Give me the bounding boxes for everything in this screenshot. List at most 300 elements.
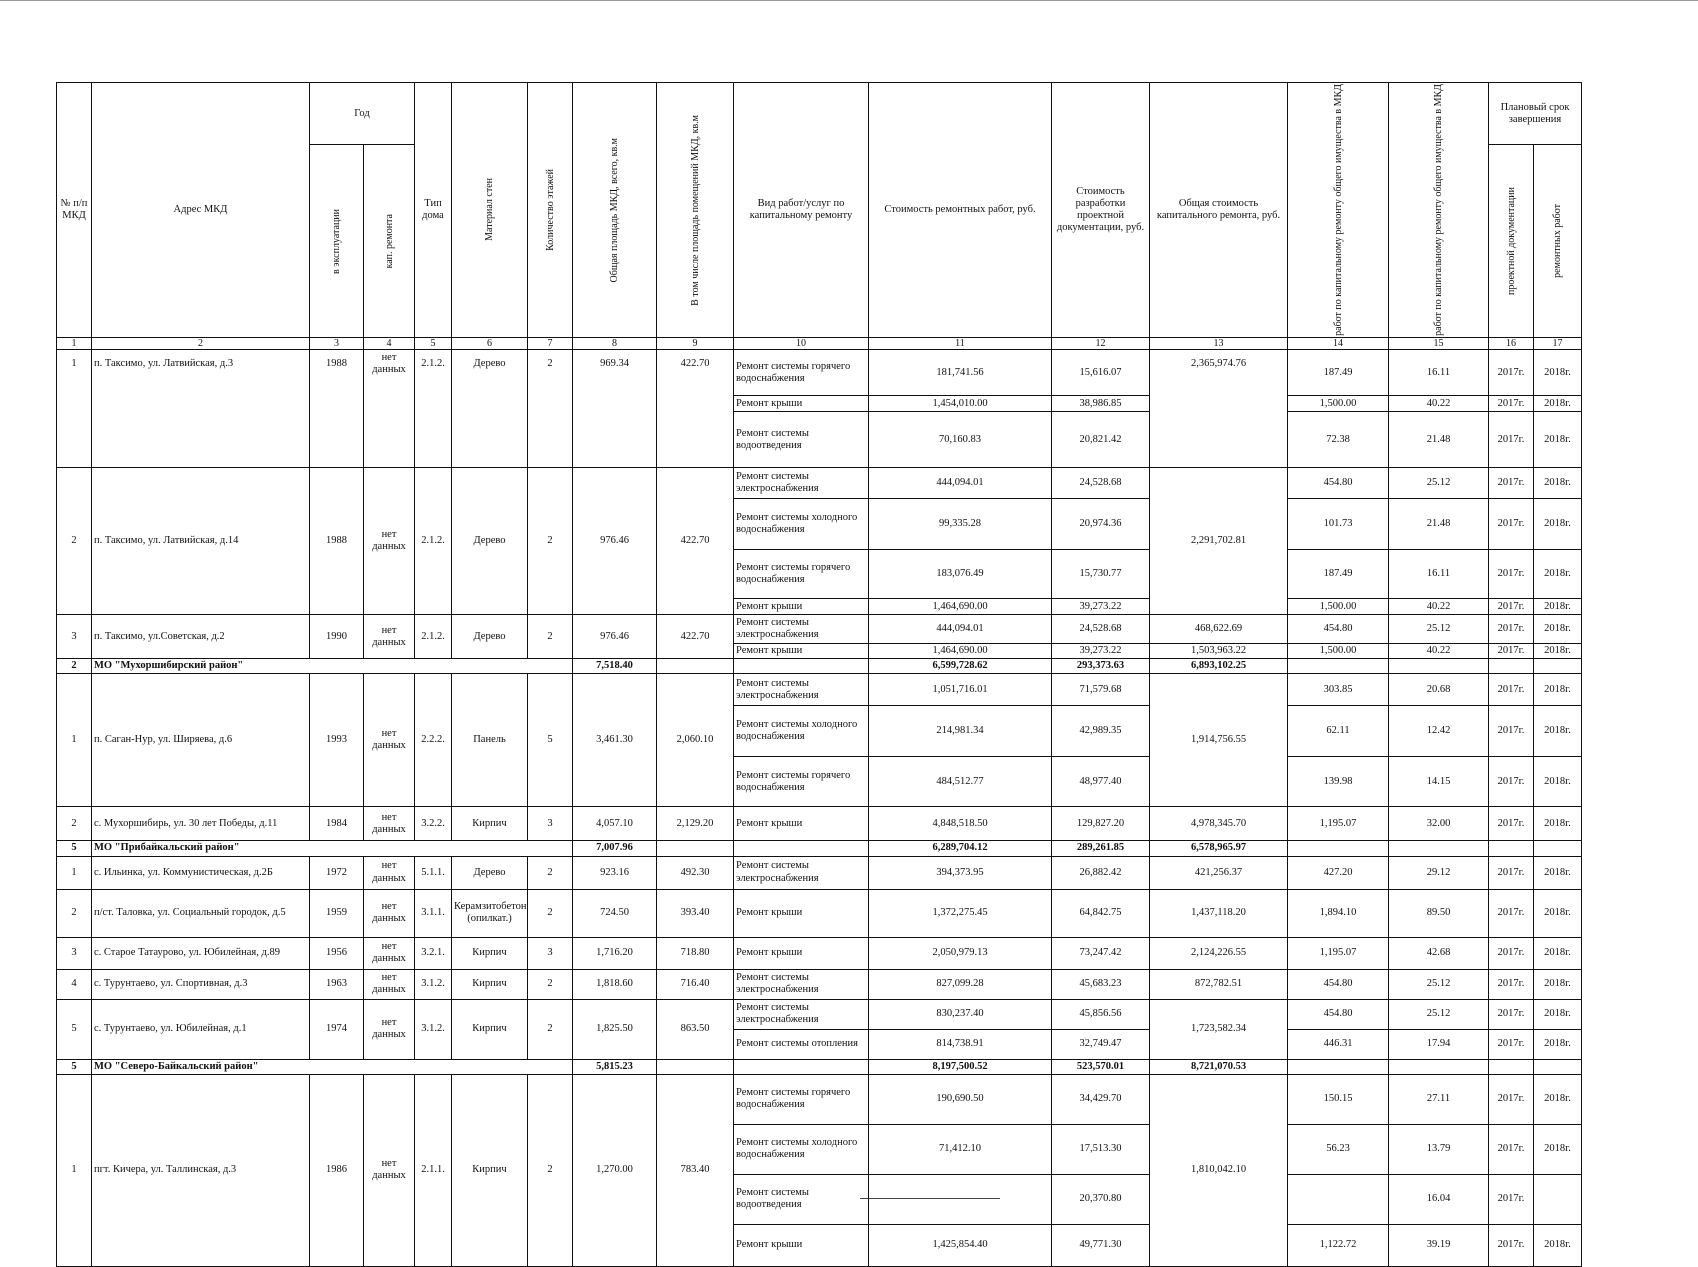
table-cell: Ремонт системы водоотведения: [734, 412, 869, 468]
table-cell: Ремонт системы холодного водоснабжения: [734, 499, 869, 550]
table-cell: 454.80: [1288, 468, 1389, 499]
table-cell: 2017г.: [1489, 999, 1534, 1029]
table-row: [57, 468, 1582, 499]
table-cell: [1534, 659, 1582, 674]
table-cell: 42.68: [1389, 937, 1489, 969]
table-cell: 2017г.: [1489, 412, 1534, 468]
table-cell: 2017г.: [1489, 1074, 1534, 1124]
table-cell: Ремонт системы горячего водоснабжения: [734, 550, 869, 599]
table-cell: 2017г.: [1489, 599, 1534, 615]
table-cell: МО "Прибайкальский район": [92, 841, 573, 856]
table-cell: 17.94: [1389, 1029, 1489, 1059]
table-cell: 422.70: [657, 468, 734, 615]
table-cell: с. Мухоршибирь, ул. 30 лет Победы, д.11: [92, 807, 310, 841]
table-cell: Дерево: [452, 468, 528, 615]
table-cell: 25.12: [1389, 615, 1489, 644]
table-cell: 1,122.72: [1288, 1224, 1389, 1266]
table-cell: 20.68: [1389, 674, 1489, 706]
table-cell: Ремонт системы электроснабжения: [734, 674, 869, 706]
table-cell: 2017г.: [1489, 856, 1534, 889]
table-cell: 394,373.95: [869, 856, 1052, 889]
table-cell: 101.73: [1288, 499, 1389, 550]
table-cell: нет данных: [364, 807, 415, 841]
table-cell: 484,512.77: [869, 757, 1052, 807]
table-cell: 422.70: [657, 350, 734, 468]
table-cell: 454.80: [1288, 615, 1389, 644]
table-cell: 39.19: [1389, 1224, 1489, 1266]
table-cell: нет данных: [364, 889, 415, 937]
table-cell: 129,827.20: [1052, 807, 1150, 841]
table-cell: нет данных: [364, 937, 415, 969]
table-cell: 16.11: [1389, 550, 1489, 599]
table-row: [57, 807, 1582, 841]
table-cell: Ремонт системы электроснабжения: [734, 856, 869, 889]
table-cell: 427.20: [1288, 856, 1389, 889]
table-cell: 20,821.42: [1052, 412, 1150, 468]
table-cell: 446.31: [1288, 1029, 1389, 1059]
table-cell: 4,848,518.50: [869, 807, 1052, 841]
table-cell: 1,051,716.01: [869, 674, 1052, 706]
table-row: [57, 969, 1582, 999]
table-cell: 2.1.1.: [415, 1074, 452, 1266]
table-cell: Ремонт системы водоотведения: [734, 1174, 869, 1224]
table-cell: 1,195.07: [1288, 937, 1389, 969]
table-cell: 1: [57, 350, 92, 468]
table-cell: 1: [57, 856, 92, 889]
table-cell: 1,500.00: [1288, 644, 1389, 659]
table-cell: 17,513.30: [1052, 1124, 1150, 1174]
table-cell: 1972: [310, 856, 364, 889]
table-cell: 2017г.: [1489, 1174, 1534, 1224]
table-cell: Кирпич: [452, 969, 528, 999]
table-cell: 56.23: [1288, 1124, 1389, 1174]
table-cell: 3: [57, 615, 92, 659]
table-cell: 2017г.: [1489, 706, 1534, 757]
table-cell: 2017г.: [1489, 937, 1534, 969]
table-cell: 5: [57, 841, 92, 856]
table-cell: 3.1.2.: [415, 999, 452, 1059]
table-cell: 2,291,702.81: [1150, 468, 1288, 615]
header-total-area: Общая площадь МКД, всего, кв.м: [573, 83, 657, 338]
table-cell: 2018г.: [1534, 1124, 1582, 1174]
table-cell: 1956: [310, 937, 364, 969]
table-cell: 2018г.: [1534, 706, 1582, 757]
table-cell: 3.1.2.: [415, 969, 452, 999]
table-cell: 1974: [310, 999, 364, 1059]
table-cell: 976.46: [573, 615, 657, 659]
table-cell: Ремонт системы холодного водоснабжения: [734, 1124, 869, 1174]
table-cell: 2: [57, 889, 92, 937]
table-cell: 183,076.49: [869, 550, 1052, 599]
header-work-type: Вид работ/услуг по капитальному ремонту: [734, 83, 869, 338]
table-cell: 830,237.40: [869, 999, 1052, 1029]
table-cell: 783.40: [657, 1074, 734, 1266]
table-cell: 1,454,010.00: [869, 396, 1052, 412]
table-cell: 2: [528, 969, 573, 999]
table-cell: 2.1.2.: [415, 350, 452, 468]
header-year: Год: [310, 83, 415, 145]
table-cell: 827,099.28: [869, 969, 1052, 999]
table-cell: 21.48: [1389, 412, 1489, 468]
table-cell: 923.16: [573, 856, 657, 889]
table-cell: 1: [57, 1074, 92, 1266]
table-cell: 2018г.: [1534, 999, 1582, 1029]
table-cell: 2018г.: [1534, 856, 1582, 889]
table-cell: [1534, 1174, 1582, 1224]
table-cell: 2018г.: [1534, 350, 1582, 396]
table-cell: 2017г.: [1489, 550, 1534, 599]
table-cell: 5,815.23: [573, 1059, 657, 1074]
table-cell: 2017г.: [1489, 1029, 1534, 1059]
table-cell: 62.11: [1288, 706, 1389, 757]
table-row: [57, 937, 1582, 969]
table-cell: 976.46: [573, 468, 657, 615]
header-col15: работ по капитальному ремонту общего имущества в МКД: [1389, 83, 1489, 338]
table-cell: 3.2.1.: [415, 937, 452, 969]
table-cell: 24,528.68: [1052, 468, 1150, 499]
header-row-1: [57, 83, 1582, 145]
table-cell: Ремонт крыши: [734, 396, 869, 412]
table-cell: 718.80: [657, 937, 734, 969]
table-cell: 1,464,690.00: [869, 599, 1052, 615]
table-cell: 5: [528, 674, 573, 807]
table-cell: 25.12: [1389, 969, 1489, 999]
section-row: [57, 841, 1582, 856]
table-cell: 293,373.63: [1052, 659, 1150, 674]
table-cell: 1986: [310, 1074, 364, 1266]
table-cell: 12.42: [1389, 706, 1489, 757]
table-cell: 15,730.77: [1052, 550, 1150, 599]
table-cell: 3: [528, 807, 573, 841]
table-cell: п. Саган-Нур, ул. Ширяева, д.6: [92, 674, 310, 807]
table-cell: [1288, 1059, 1389, 1074]
table-cell: 32.00: [1389, 807, 1489, 841]
table-cell: [657, 1059, 734, 1074]
table-cell: 9: [657, 337, 734, 350]
table-cell: 2.2.2.: [415, 674, 452, 807]
table-cell: 6,578,965.97: [1150, 841, 1288, 856]
table-cell: 2017г.: [1489, 468, 1534, 499]
table-row: [57, 856, 1582, 889]
table-row: [57, 615, 1582, 644]
table-cell: 6: [452, 337, 528, 350]
table-cell: 2,124,226.55: [1150, 937, 1288, 969]
header-living-area: В том числе площадь помещений МКД, кв.м: [657, 83, 734, 338]
table-cell: нет данных: [364, 856, 415, 889]
table-cell: 393.40: [657, 889, 734, 937]
table-cell: 2017г.: [1489, 757, 1534, 807]
table-cell: [1389, 659, 1489, 674]
table-cell: 25.12: [1389, 999, 1489, 1029]
table-cell: [1288, 659, 1389, 674]
table-cell: 181,741.56: [869, 350, 1052, 396]
table-cell: с. Турунтаево, ул. Спортивная, д.3: [92, 969, 310, 999]
header-floors: Количество этажей: [528, 83, 573, 338]
table-cell: 2017г.: [1489, 350, 1534, 396]
table-cell: 863.50: [657, 999, 734, 1059]
table-cell: Ремонт системы электроснабжения: [734, 615, 869, 644]
table-cell: 13: [1150, 337, 1288, 350]
section-row: [57, 1059, 1582, 1074]
table-cell: 2017г.: [1489, 1224, 1534, 1266]
table-cell: 2,365,974.76: [1150, 350, 1288, 468]
table-cell: 187.49: [1288, 550, 1389, 599]
table-cell: 3.2.2.: [415, 807, 452, 841]
table-cell: 2017г.: [1489, 1124, 1534, 1174]
table-cell: 2: [92, 337, 310, 350]
table-cell: 2017г.: [1489, 889, 1534, 937]
table-row: [57, 1074, 1582, 1124]
table-cell: 6,893,102.25: [1150, 659, 1288, 674]
table-cell: 1988: [310, 350, 364, 468]
table-row: [57, 674, 1582, 706]
section-row: [57, 659, 1582, 674]
table-cell: 7,518.40: [573, 659, 657, 674]
table-cell: 289,261.85: [1052, 841, 1150, 856]
table-cell: 1,195.07: [1288, 807, 1389, 841]
header-num: № п/п МКД: [57, 83, 92, 338]
table-cell: с. Старое Татаурово, ул. Юбилейная, д.89: [92, 937, 310, 969]
header-col17: ремонтных работ: [1534, 145, 1582, 337]
table-cell: 814,738.91: [869, 1029, 1052, 1059]
header-year-cap: кап. ремонта: [364, 145, 415, 337]
table-cell: [657, 659, 734, 674]
table-cell: Ремонт системы электроснабжения: [734, 468, 869, 499]
table-cell: 10: [734, 337, 869, 350]
table-cell: Кирпич: [452, 937, 528, 969]
table-cell: Дерево: [452, 350, 528, 468]
table-cell: 1990: [310, 615, 364, 659]
table-cell: 71,579.68: [1052, 674, 1150, 706]
header-wall: Материал стен: [452, 83, 528, 338]
table-cell: 2,050,979.13: [869, 937, 1052, 969]
table-cell: [1389, 841, 1489, 856]
table-cell: 4: [364, 337, 415, 350]
table-cell: 20,370.80: [1052, 1174, 1150, 1224]
table-cell: Ремонт крыши: [734, 599, 869, 615]
table-cell: [1288, 841, 1389, 856]
table-cell: [869, 1174, 1052, 1224]
table-cell: 5: [57, 1059, 92, 1074]
table-cell: 444,094.01: [869, 468, 1052, 499]
table-cell: 5.1.1.: [415, 856, 452, 889]
table-cell: 2: [528, 1074, 573, 1266]
table-cell: 16.11: [1389, 350, 1489, 396]
table-cell: 1,503,963.22: [1150, 644, 1288, 659]
table-cell: 39,273.22: [1052, 644, 1150, 659]
table-cell: 7: [528, 337, 573, 350]
table-row: [57, 350, 1582, 396]
table-cell: 1,825.50: [573, 999, 657, 1059]
table-cell: 150.15: [1288, 1074, 1389, 1124]
table-cell: Ремонт системы электроснабжения: [734, 969, 869, 999]
table-cell: Ремонт системы горячего водоснабжения: [734, 350, 869, 396]
table-cell: 24,528.68: [1052, 615, 1150, 644]
table-cell: нет данных: [364, 969, 415, 999]
table-cell: Ремонт системы горячего водоснабжения: [734, 757, 869, 807]
table-cell: 20,974.36: [1052, 499, 1150, 550]
table-cell: 15: [1389, 337, 1489, 350]
table-cell: Кирпич: [452, 807, 528, 841]
table-cell: 1984: [310, 807, 364, 841]
table-cell: 3: [528, 937, 573, 969]
table-cell: [1489, 659, 1534, 674]
table-cell: 25.12: [1389, 468, 1489, 499]
table-cell: 1,425,854.40: [869, 1224, 1052, 1266]
table-cell: 12: [1052, 337, 1150, 350]
table-cell: 724.50: [573, 889, 657, 937]
table-cell: 2: [528, 889, 573, 937]
table-cell: 89.50: [1389, 889, 1489, 937]
table-cell: 4: [57, 969, 92, 999]
table-cell: 2017г.: [1489, 499, 1534, 550]
table-cell: с. Турунтаево, ул. Юбилейная, д.1: [92, 999, 310, 1059]
table-cell: 34,429.70: [1052, 1074, 1150, 1124]
table-cell: [657, 841, 734, 856]
table-cell: 42,989.35: [1052, 706, 1150, 757]
table-cell: 2: [57, 807, 92, 841]
table-cell: 1,914,756.55: [1150, 674, 1288, 807]
table-cell: 1963: [310, 969, 364, 999]
table-cell: 1: [57, 337, 92, 350]
table-cell: 2018г.: [1534, 674, 1582, 706]
table-cell: 3,461.30: [573, 674, 657, 807]
table-cell: 1,818.60: [573, 969, 657, 999]
table-cell: 49,771.30: [1052, 1224, 1150, 1266]
scan-edge-top: [0, 0, 1698, 1]
table-cell: 14.15: [1389, 757, 1489, 807]
table-cell: Кирпич: [452, 999, 528, 1059]
table-cell: 72.38: [1288, 412, 1389, 468]
table-cell: 1,500.00: [1288, 599, 1389, 615]
table-cell: 2017г.: [1489, 969, 1534, 999]
table-cell: [734, 659, 869, 674]
table-cell: п. Таксимо, ул. Латвийская, д.14: [92, 468, 310, 615]
table-cell: 2018г.: [1534, 889, 1582, 937]
table-cell: 8: [573, 337, 657, 350]
table-cell: 303.85: [1288, 674, 1389, 706]
table-cell: 11: [869, 337, 1052, 350]
table-cell: 1,464,690.00: [869, 644, 1052, 659]
table-cell: 2018г.: [1534, 969, 1582, 999]
table-cell: Кирпич: [452, 1074, 528, 1266]
table-cell: 2,060.10: [657, 674, 734, 807]
table-cell: Дерево: [452, 856, 528, 889]
table-cell: нет данных: [364, 1074, 415, 1266]
table-cell: 1,723,582.34: [1150, 999, 1288, 1059]
table-cell: [1534, 841, 1582, 856]
table-cell: нет данных: [364, 468, 415, 615]
table-cell: 2: [57, 468, 92, 615]
table-cell: 6,599,728.62: [869, 659, 1052, 674]
header-address: Адрес МКД: [92, 83, 310, 338]
table-row: [57, 889, 1582, 937]
table-cell: 2: [528, 999, 573, 1059]
table-cell: 3.1.1.: [415, 889, 452, 937]
table-cell: 492.30: [657, 856, 734, 889]
table-cell: 1,372,275.45: [869, 889, 1052, 937]
header-year-expl: в эксплуатации: [310, 145, 364, 337]
table-cell: 872,782.51: [1150, 969, 1288, 999]
table-cell: 969.34: [573, 350, 657, 468]
header-work-cost: Стоимость ремонтных работ, руб.: [869, 83, 1052, 338]
table-cell: 16: [1489, 337, 1534, 350]
table-cell: Керамзитобетон (опилкат.): [452, 889, 528, 937]
table-cell: 2017г.: [1489, 674, 1534, 706]
table-cell: 71,412.10: [869, 1124, 1052, 1174]
table-cell: [734, 841, 869, 856]
capital-repair-table: [56, 82, 1582, 1267]
header-design-cost: Стоимость разработки проектной документации, руб.: [1052, 83, 1150, 338]
table-cell: 99,335.28: [869, 499, 1052, 550]
table-cell: Ремонт крыши: [734, 1224, 869, 1266]
table-cell: нет данных: [364, 350, 415, 468]
table-cell: 26,882.42: [1052, 856, 1150, 889]
table-cell: 1,716.20: [573, 937, 657, 969]
table-cell: 15,616.07: [1052, 350, 1150, 396]
table-cell: Ремонт системы электроснабжения: [734, 999, 869, 1029]
table-cell: нет данных: [364, 999, 415, 1059]
table-cell: 40.22: [1389, 644, 1489, 659]
table-cell: 187.49: [1288, 350, 1389, 396]
table-cell: 1959: [310, 889, 364, 937]
table-cell: 45,856.56: [1052, 999, 1150, 1029]
table-cell: 45,683.23: [1052, 969, 1150, 999]
table-cell: 39,273.22: [1052, 599, 1150, 615]
table-cell: 14: [1288, 337, 1389, 350]
table-cell: 17: [1534, 337, 1582, 350]
table-cell: 2018г.: [1534, 468, 1582, 499]
table-cell: 468,622.69: [1150, 615, 1288, 644]
table-cell: 64,842.75: [1052, 889, 1150, 937]
table-cell: 444,094.01: [869, 615, 1052, 644]
table-cell: пгт. Кичера, ул. Таллинская, д.3: [92, 1074, 310, 1266]
table-cell: 2.1.2.: [415, 468, 452, 615]
table-cell: [1489, 841, 1534, 856]
table-cell: 8,197,500.52: [869, 1059, 1052, 1074]
table-cell: 2018г.: [1534, 615, 1582, 644]
table-cell: 40.22: [1389, 599, 1489, 615]
table-cell: п. Таксимо, ул. Латвийская, д.3: [92, 350, 310, 468]
table-cell: 40.22: [1389, 396, 1489, 412]
table-cell: 2: [528, 615, 573, 659]
table-row: [57, 999, 1582, 1029]
table-cell: 38,986.85: [1052, 396, 1150, 412]
table-cell: 523,570.01: [1052, 1059, 1150, 1074]
table-cell: Ремонт крыши: [734, 807, 869, 841]
table-cell: [1288, 1174, 1389, 1224]
table-cell: Ремонт системы холодного водоснабжения: [734, 706, 869, 757]
table-cell: 139.98: [1288, 757, 1389, 807]
table-cell: 1993: [310, 674, 364, 807]
table-cell: 1,894.10: [1288, 889, 1389, 937]
table-cell: нет данных: [364, 615, 415, 659]
table-cell: 1,270.00: [573, 1074, 657, 1266]
table-cell: 2018г.: [1534, 599, 1582, 615]
table-cell: 2: [57, 659, 92, 674]
table-cell: 1988: [310, 468, 364, 615]
table-cell: 2018г.: [1534, 396, 1582, 412]
table-cell: МО "Северо-Байкальский район": [92, 1059, 573, 1074]
table-cell: 29.12: [1389, 856, 1489, 889]
table-cell: Ремонт системы отопления: [734, 1029, 869, 1059]
table-cell: 2018г.: [1534, 807, 1582, 841]
table-cell: 421,256.37: [1150, 856, 1288, 889]
table-cell: п/ст. Таловка, ул. Социальный городок, д.5: [92, 889, 310, 937]
table-cell: 2017г.: [1489, 396, 1534, 412]
table-cell: 2018г.: [1534, 550, 1582, 599]
table-cell: 1,810,042.10: [1150, 1074, 1288, 1266]
